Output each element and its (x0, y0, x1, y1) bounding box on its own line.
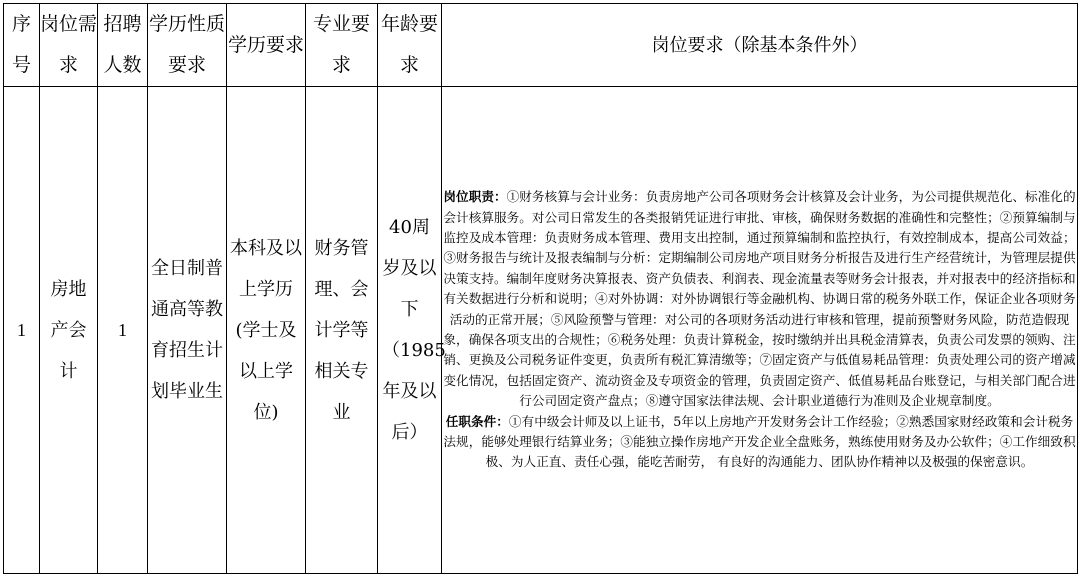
header-major: 专业要求 (306, 4, 378, 87)
header-row (4, 4, 1078, 87)
table-row (4, 87, 1078, 574)
header-edu-type: 学历性质要求 (148, 4, 227, 87)
header-requirements: 岗位要求（除基本条件外） (442, 4, 1078, 87)
row-index: 1 (4, 87, 40, 574)
header-position: 岗位需求 (40, 4, 98, 87)
qualifications-label: 任职条件： (445, 413, 509, 429)
qualifications-paragraph (442, 412, 1077, 473)
header-edu-level: 学历要求 (227, 4, 306, 87)
row-age: 40周岁及以下（1985年及以后） (378, 87, 442, 574)
row-position: 房地产会计 (40, 87, 98, 574)
job-requirements-table (3, 3, 1078, 574)
row-requirements (442, 87, 1078, 574)
row-edu-type: 全日制普通高等教育招生计划毕业生 (148, 87, 227, 574)
qualifications-text: ①有中级会计师及以上证书，5年以上房地产开发财务会计工作经验；②熟悉国家财经政策和会计税务法规，能够处理银行结算业务；③能独立操作房地产开发企业全盘账务，熟练使用财务及办公软件；④工作细致积极、为人正直、责任心强，能吃苦耐劳， 有良好的沟通能力、团队协作精神以及极强的保密意识。 (443, 413, 1076, 470)
header-index: 序号 (4, 4, 40, 87)
duties-paragraph (442, 187, 1077, 411)
row-hire-count: 1 (98, 87, 148, 574)
row-edu-level: 本科及以上学历(学士及以上学位) (227, 87, 306, 574)
duties-text: ①财务核算与会计业务：负责房地产公司各项财务会计核算及会计业务，为公司提供规范化、标准化的会计核算服务。对公司日常发生的各类报销凭证进行审批、审核，确保财务数据的准确性和完整性；②预算编制与监控及成本管理：负责财务成本管理、费用支出控制，通过预算编制和监控执行，有效控制成本，提高公司效益；③财务报告与统计及报表编制与分析：定期编制公司房地产项目财务分析报告及进行生产经营统计，为管理层提供决策支持。编制年度财务决算报表、资产负债表、利润表、现金流量表等财务会计报表，并对报表中的经济指标和有关数据进行分析和说明；④对外协调：对外协调银行等金融机构、协调日常的税务外联工作，保证企业各项财务活动的正常开展；⑤风险预警与管理：对公司的各项财务活动进行审核和管理，提前预警财务风险，防范造假现象，确保各项支出的合规性；⑥税务处理：负责计算税金，按时缴纳并出具税金清算表，负责公司发票的领购、注销、更换及公司税务证件变更，负责所有税汇算清缴等；⑦固定资产与低值易耗品管理：负责处理公司的资产增减变化情况，包括固定资产、流动资金及专项资金的管理，负责固定资产、低值易耗品台账登记，与相关部门配合进行公司固定资产盘点；⑧遵守国家法律法规、会计职业道德行为准则及企业规章制度。 (443, 189, 1076, 409)
duties-label: 岗位职责： (443, 189, 507, 205)
header-hire-count: 招聘人数 (98, 4, 148, 87)
header-age: 年龄要求 (378, 4, 442, 87)
row-major: 财务管理、会计学等相关专业 (306, 87, 378, 574)
